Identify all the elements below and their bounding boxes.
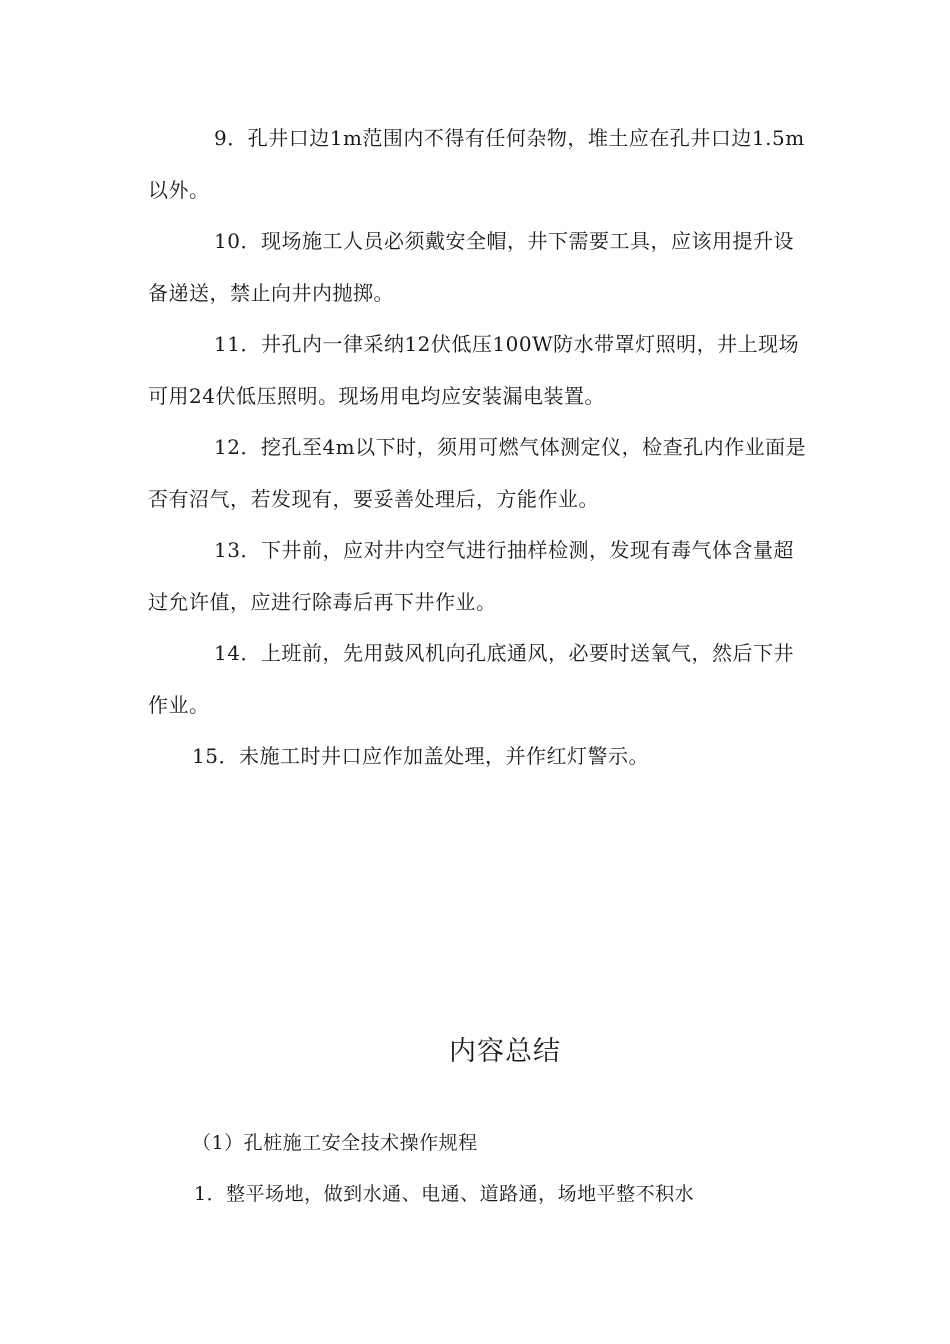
summary-subtitle: （1）孔桩施工安全技术操作规程 [192, 1132, 478, 1154]
summary-title: 内容总结 [449, 1036, 561, 1067]
summary-item-1: 1．整平场地，做到水通、电通、道路通，场地平整不积水 [194, 1183, 695, 1205]
paragraph-14: 14．上班前，先用鼓风机向孔底通风，必要时送氧气，然后下井作业。 [148, 641, 794, 717]
paragraph-15: 15．未施工时井口应作加盖处理，并作红灯警示。 [192, 744, 649, 768]
paragraph-10: 10．现场施工人员必须戴安全帽，井下需要工具，应该用提升设备递送，禁止向井内抛掷。 [148, 229, 794, 305]
paragraph-13: 13．下井前，应对井内空气进行抽样检测，发现有毒气体含量超过允许值，应进行除毒后再下井作业。 [148, 538, 794, 614]
paragraph-9: 9．孔井口边1m范围内不得有任何杂物，堆土应在孔井口边1.5m以外。 [148, 126, 805, 202]
paragraph-11: 11．井孔内一律采纳12伏低压100W防水带罩灯照明，井上现场可用24伏低压照明。现场用电均应安装漏电装置。 [148, 332, 800, 408]
paragraph-12: 12．挖孔至4m以下时，须用可燃气体测定仪，检查孔内作业面是否有沼气，若发现有，要妥善处理后，方能作业。 [148, 435, 807, 511]
